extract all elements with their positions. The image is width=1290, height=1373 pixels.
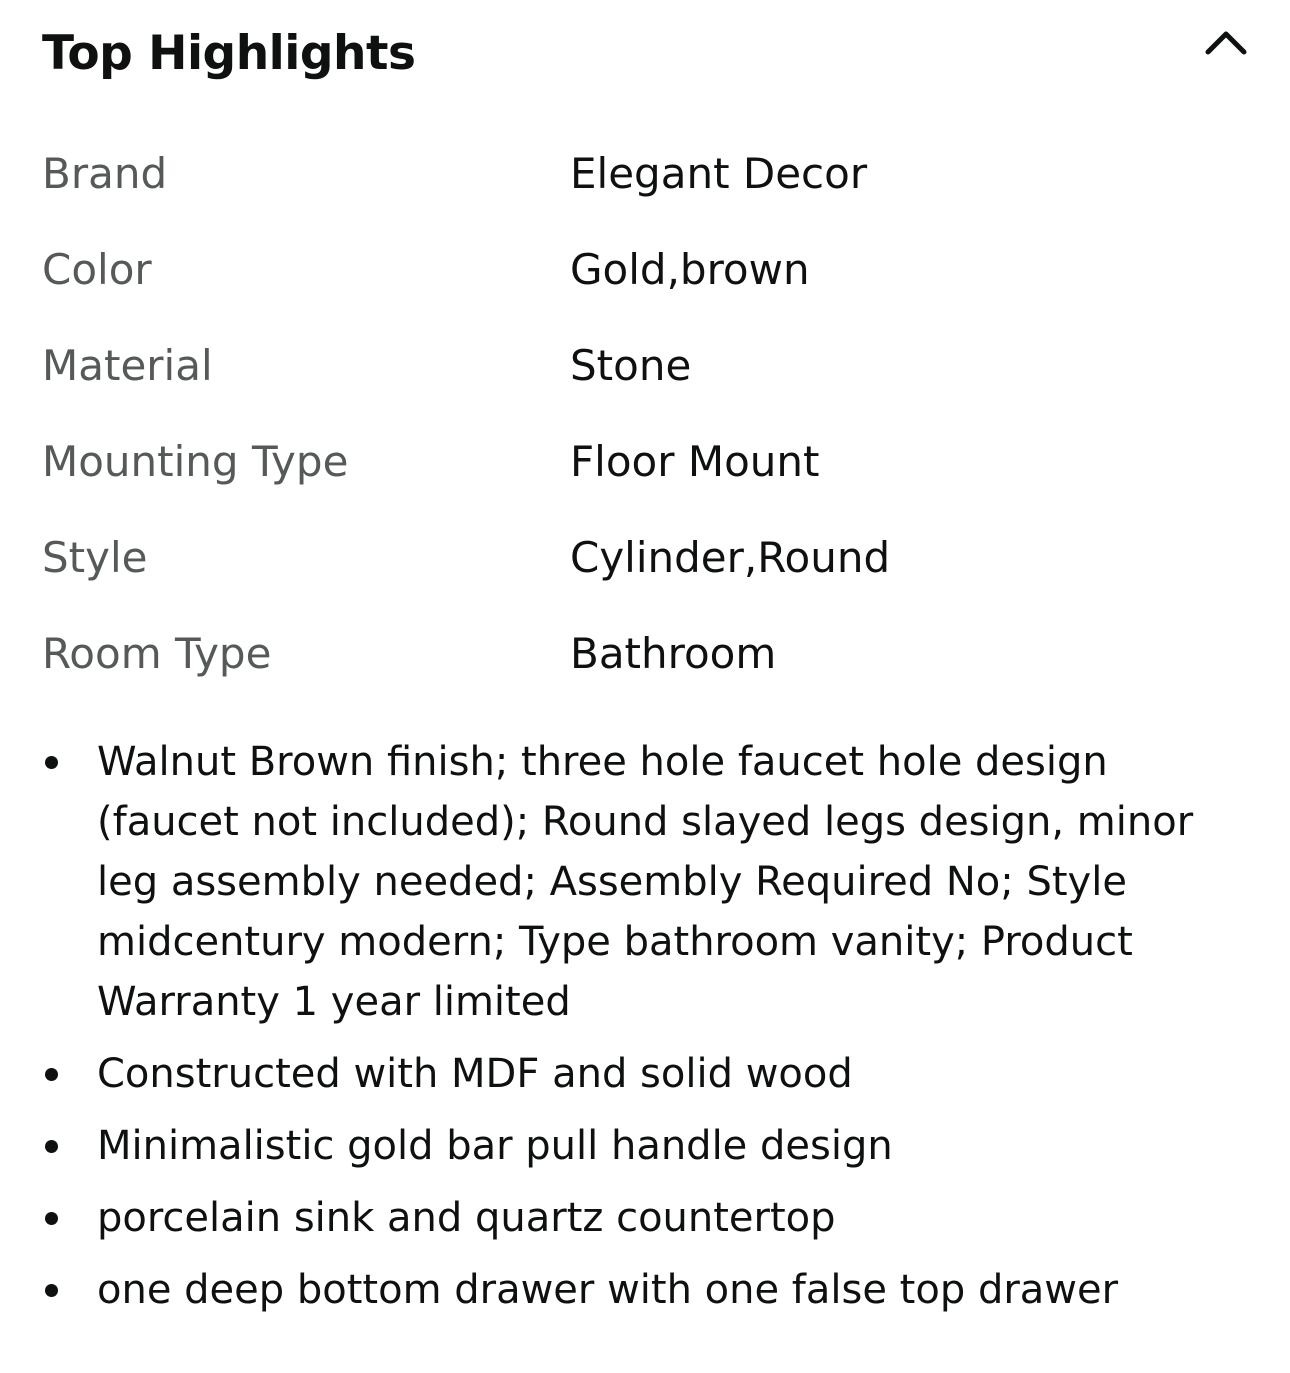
feature-bullet-text: Constructed with MDF and solid wood [97,1051,853,1097]
spec-value: Cylinder,Round [570,533,891,582]
bullet-dot-icon [45,1284,58,1297]
bullet-dot-icon [45,1212,58,1225]
spec-value: Floor Mount [570,437,820,486]
feature-bullet [0,1044,1290,1104]
spec-row-mounting-type [0,418,1290,514]
spec-row-brand [0,130,1290,226]
feature-bullet-text: Minimalistic gold bar pull handle design [97,1123,893,1169]
spec-row-color [0,226,1290,322]
collapse-toggle-button[interactable] [1196,18,1256,68]
spec-value: Bathroom [570,629,777,678]
bullet-dot-icon [45,1068,58,1081]
feature-bullet [0,1116,1290,1176]
spec-value: Stone [570,341,692,390]
feature-bullet [0,732,1290,1032]
feature-bullet-text: Walnut Brown finish; three hole faucet hole design (faucet not included); Round slayed legs design, minor leg assembly needed; Assembly Required No; Style midcentury modern; Type bathroom vanity; Product Warranty 1 year limited [97,739,1194,1025]
section-title: Top Highlights [42,26,416,81]
spec-label: Room Type [42,629,272,678]
feature-bullet-list [0,732,1290,1332]
spec-label: Style [42,533,148,582]
spec-label: Mounting Type [42,437,349,486]
spec-table [0,130,1290,706]
spec-label: Color [42,245,152,294]
feature-bullet-text: porcelain sink and quartz countertop [97,1195,836,1241]
spec-label: Material [42,341,213,390]
spec-row-style [0,514,1290,610]
spec-label: Brand [42,149,168,198]
spec-value: Gold,brown [570,245,810,294]
bullet-dot-icon [45,1140,58,1153]
spec-row-material [0,322,1290,418]
bullet-dot-icon [45,756,58,769]
chevron-up-icon [1196,18,1256,68]
spec-row-room-type [0,610,1290,706]
feature-bullet-text: one deep bottom drawer with one false top drawer [97,1267,1119,1313]
feature-bullet [0,1188,1290,1248]
feature-bullet [0,1260,1290,1320]
section-header [0,0,1290,110]
spec-value: Elegant Decor [570,149,868,198]
